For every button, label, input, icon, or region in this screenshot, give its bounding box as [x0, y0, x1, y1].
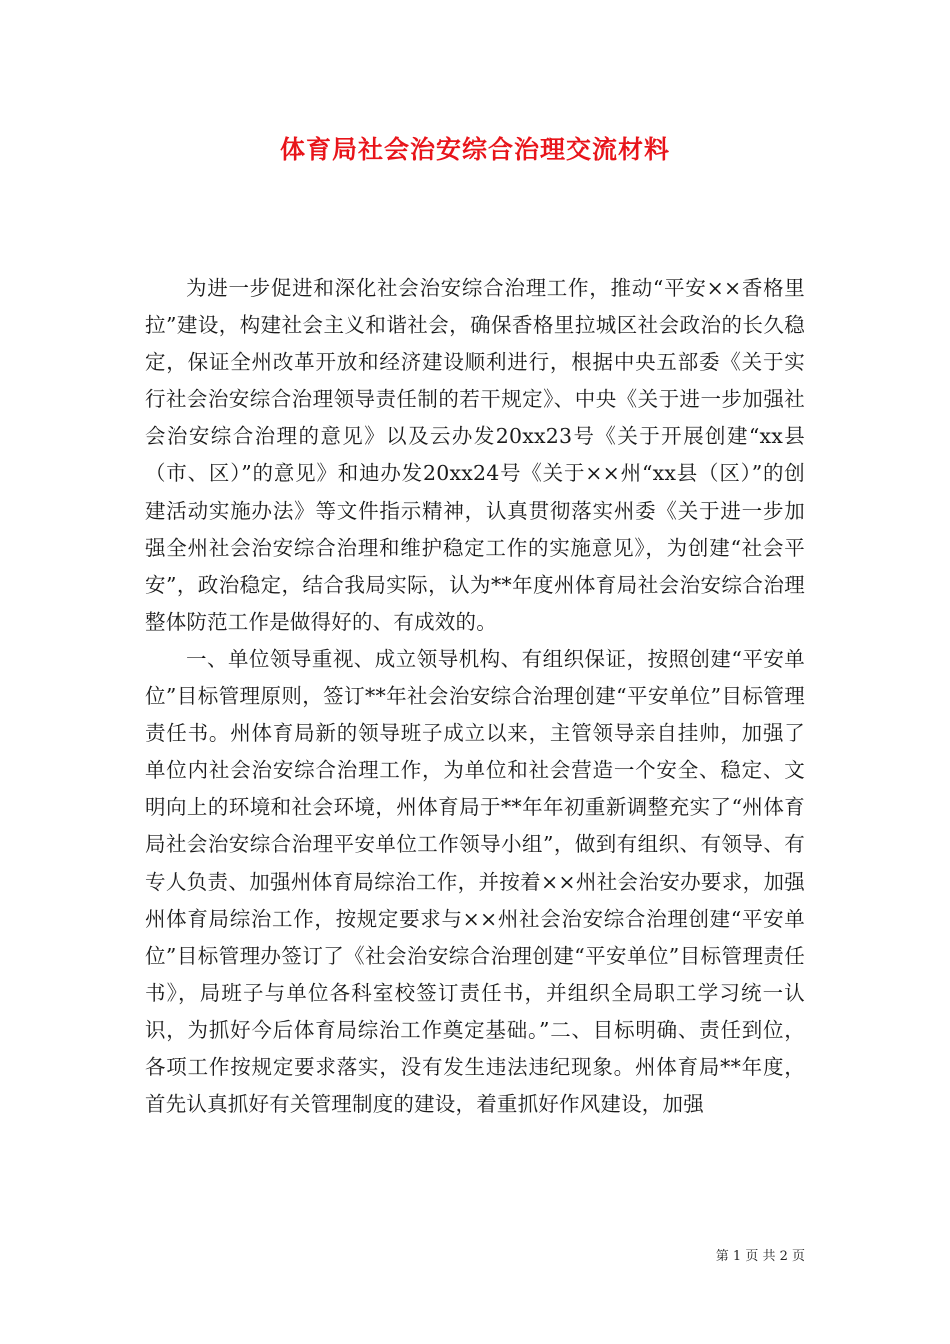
paragraph-intro: 为进一步促进和深化社会治安综合治理工作，推动“平安××香格里拉”建设，构建社会主义和谐社会，确保香格里拉城区社会政治的长久稳定，保证全州改革开放和经济建设顺利进行，根据中央五部委《关于实行社会治安综合治理领导责任制的若干规定》、中央《关于进一步加强社会治安综合治理的意见》以及云办发20xx23号《关于开展创建“xx县（市、区）”的意见》和迪办发20xx24号《关于××州“xx县（区）”的创建活动实施办法》等文件指示精神，认真贯彻落实州委《关于进一步加强全州社会治安综合治理和维护稳定工作的实施意见》，为创建“社会平安”，政治稳定，结合我局实际，认为**年度州体育局社会治安综合治理整体防范工作是做得好的、有成效的。	[145, 276, 805, 634]
document-body	[145, 270, 805, 1123]
document-title: 体育局社会治安综合治理交流材料	[279, 135, 670, 164]
page-number-footer: 第 1 页 共 2 页	[715, 1249, 805, 1264]
paragraph-section-one: 一、单位领导重视、成立领导机构、有组织保证，按照创建“平安单位”目标管理原则，签订**年社会治安综合治理创建“平安单位”目标管理责任书。州体育局新的领导班子成立以来，主管领导亲自挂帅，加强了单位内社会治安综合治理工作，为单位和社会营造一个安全、稳定、文明向上的环境和社会环境，州体育局于**年年初重新调整充实了“州体育局社会治安综合治理平安单位工作领导小组”，做到有组织、有领导、有专人负责、加强州体育局综治工作，并按着××州社会治安办要求，加强州体育局综治工作，按规定要求与××州社会治安综合治理创建“平安单位”目标管理办签订了《社会治安综合治理创建“平安单位”目标管理责任书》，局班子与单位各科室校签订责任书，并组织全局职工学习统一认识，为抓好今后体育局综治工作奠定基础。”二、目标明确、责任到位，各项工作按规定要求落实，没有发生违法违纪现象。州体育局**年度，首先认真抓好有关管理制度的建设，着重抓好作风建设，加强	[145, 646, 805, 1117]
